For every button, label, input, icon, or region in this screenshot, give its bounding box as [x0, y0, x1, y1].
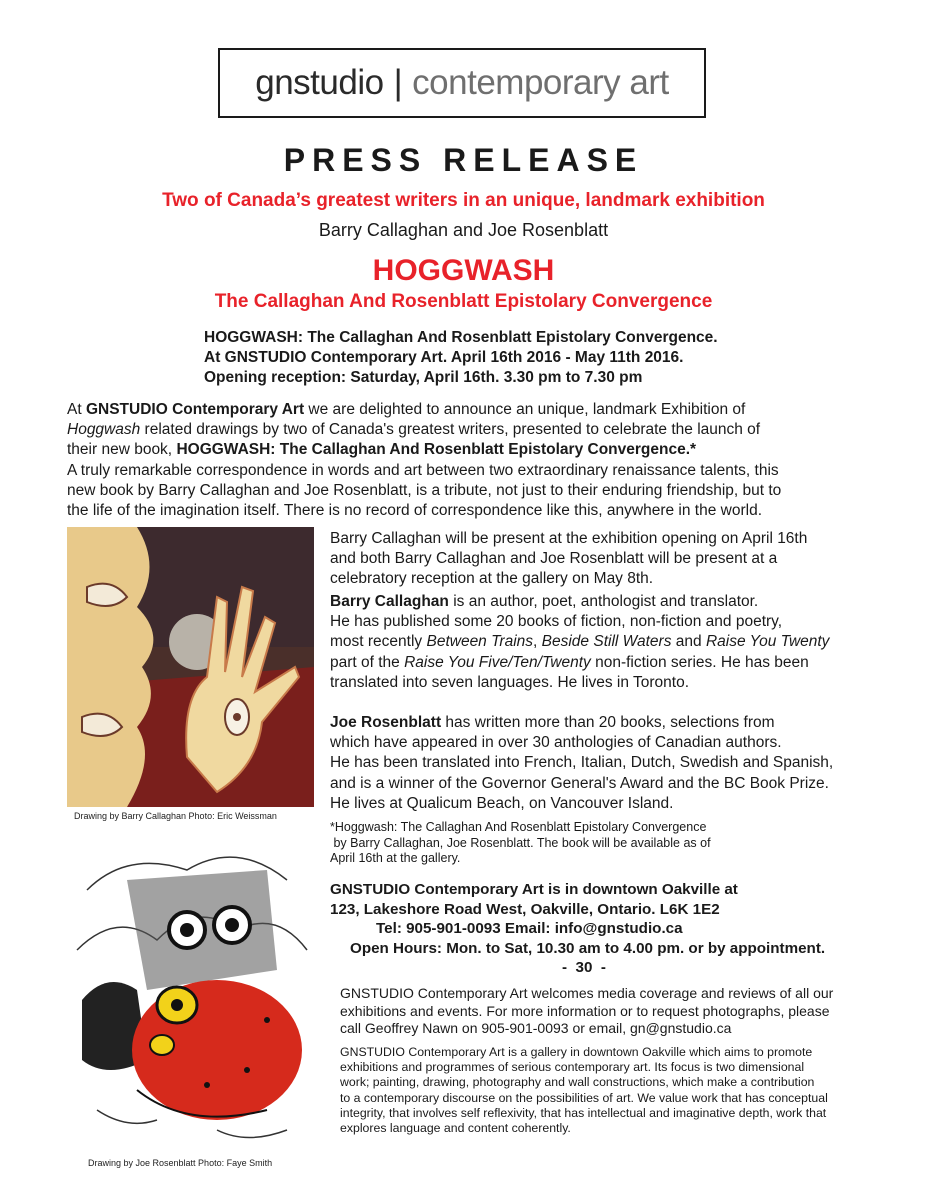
text: is an author, poet, anthologist and translator.	[448, 593, 759, 610]
text: has written more than 20 books, selections from	[441, 714, 775, 731]
text: non-fiction series. He has been	[590, 653, 809, 671]
series-title: Raise You Five/Ten/Twenty	[404, 653, 591, 671]
callaghan-drawing-image	[67, 527, 314, 807]
phone-email: Tel: 905-901-0093 Email: info@gnstudio.ca	[376, 920, 683, 937]
text: new book by Barry Callaghan and Joe Rosenblatt, is a tribute, not just to their enduring friendship, but to	[67, 481, 782, 499]
book-title-italic: Hoggwash	[67, 421, 141, 439]
book-title: Between Trains	[426, 633, 534, 651]
text: A truly remarkable correspondence in words and art between two extraordinary renaissance talents, this	[67, 461, 779, 479]
text: we are delighted to announce an unique, landmark Exhibition of	[304, 401, 746, 418]
details-line: At GNSTUDIO Contemporary Art. April 16th 2016 - May 11th 2016.	[204, 349, 684, 366]
text: most recently	[330, 633, 427, 651]
exhibition-subtitle: The Callaghan And Rosenblatt Epistolary Convergence	[214, 291, 713, 312]
text: celebratory reception at the gallery on May 8th.	[330, 570, 654, 588]
contact-line: GNSTUDIO Contemporary Art is in downtown Oakville at	[330, 881, 738, 898]
text: and both Barry Callaghan and Joe Rosenblatt will be present at a	[330, 550, 778, 568]
text: integrity, that involves self reflexivity, that has intellectual and imaginative depth, work that	[340, 1105, 827, 1120]
text: April 16th at the gallery.	[330, 851, 461, 865]
text: and	[671, 633, 706, 651]
text: part of the	[330, 653, 405, 671]
logo-contemporary-art: contemporary art	[412, 63, 669, 102]
book-title: Beside Still Waters	[541, 633, 672, 651]
text: GNSTUDIO Contemporary Art is a gallery in downtown Oakville which aims to promote	[340, 1045, 813, 1059]
end-marker: - 30 -	[562, 959, 606, 976]
caption-rosenblatt: Drawing by Joe Rosenblatt Photo: Faye Smith	[88, 1158, 273, 1168]
footnote	[330, 820, 890, 867]
exhibition-details	[204, 328, 718, 388]
book-title: Raise You Twenty	[705, 633, 830, 651]
text: explores language and content coherently.	[340, 1121, 571, 1136]
callaghan-name: Barry Callaghan	[330, 593, 449, 610]
open-hours: Open Hours: Mon. to Sat, 10.30 am to 4.00 pm. or by appointment.	[350, 939, 826, 957]
logo-separator: |	[393, 63, 403, 102]
rosenblatt-drawing-image	[67, 830, 317, 1150]
presence-paragraph	[330, 529, 890, 590]
about-gallery-paragraph	[340, 1045, 880, 1136]
exhibition-title: HOGGWASH	[372, 254, 555, 287]
rosenblatt-name: Joe Rosenblatt	[330, 714, 442, 731]
logo-gnstudio: gnstudio	[255, 63, 384, 102]
caption-callaghan: Drawing by Barry Callaghan Photo: Eric Weissman	[74, 811, 277, 821]
logo-box	[218, 48, 706, 118]
gallery-name: GNSTUDIO Contemporary Art	[85, 401, 305, 418]
text: At	[67, 401, 86, 418]
text: GNSTUDIO Contemporary Art welcomes media coverage and reviews of all our	[340, 985, 834, 1001]
text: He has published some 20 books of fiction, non-fiction and poetry,	[330, 613, 783, 631]
book-title-bold: HOGGWASH: The Callaghan And Rosenblatt Epistolary Convergence.*	[176, 441, 697, 459]
intro-paragraph	[67, 400, 867, 521]
text: work; painting, drawing, photography and wall constructions, which make a contribution	[340, 1075, 815, 1090]
address: 123, Lakeshore Road West, Oakville, Ontario. L6K 1E2	[330, 900, 720, 918]
text: their new book,	[67, 441, 177, 459]
press-release-heading: PRESS RELEASE	[283, 142, 644, 178]
text: by Barry Callaghan, Joe Rosenblatt. The book will be available as of	[330, 835, 711, 850]
text: to a contemporary discourse on the possibilities of art. We value work that has conceptual	[340, 1090, 828, 1105]
text: exhibitions and events. For more information or to request photographs, please	[340, 1002, 830, 1019]
callaghan-bio	[330, 592, 890, 693]
text: ,	[533, 633, 542, 651]
tagline: Two of Canada’s greatest writers in an unique, landmark exhibition	[162, 190, 765, 211]
text: exhibitions and programmes of serious contemporary art. Its focus is two dimensional	[340, 1060, 805, 1075]
text: the life of the imagination itself. There is no record of correspondence like this, anywhere in the world.	[67, 502, 763, 520]
text: call Geoffrey Nawn on 905-901-0093 or email, gn@gnstudio.ca	[340, 1020, 732, 1036]
text: translated into seven languages. He lives in Toronto.	[330, 673, 690, 691]
text: *Hoggwash: The Callaghan And Rosenblatt Epistolary Convergence	[330, 820, 707, 834]
contact-block	[330, 880, 825, 978]
details-line: HOGGWASH: The Callaghan And Rosenblatt Epistolary Convergence.	[204, 329, 718, 346]
media-paragraph	[340, 985, 880, 1038]
text: He has been translated into French, Italian, Dutch, Swedish and Spanish,	[330, 754, 834, 772]
rosenblatt-bio	[330, 713, 890, 814]
text: Barry Callaghan will be present at the exhibition opening on April 16th	[330, 530, 808, 547]
authors-line: Barry Callaghan and Joe Rosenblatt	[318, 220, 609, 240]
text: and is a winner of the Governor General's Award and the BC Book Prize.	[330, 774, 829, 792]
details-line: Opening reception: Saturday, April 16th. 3.30 pm to 7.30 pm	[204, 369, 643, 386]
text: which have appeared in over 30 anthologies of Canadian authors.	[330, 734, 782, 752]
text: He lives at Qualicum Beach, on Vancouver Island.	[330, 794, 674, 812]
text: related drawings by two of Canada's greatest writers, presented to celebrate the launch of	[140, 421, 761, 439]
